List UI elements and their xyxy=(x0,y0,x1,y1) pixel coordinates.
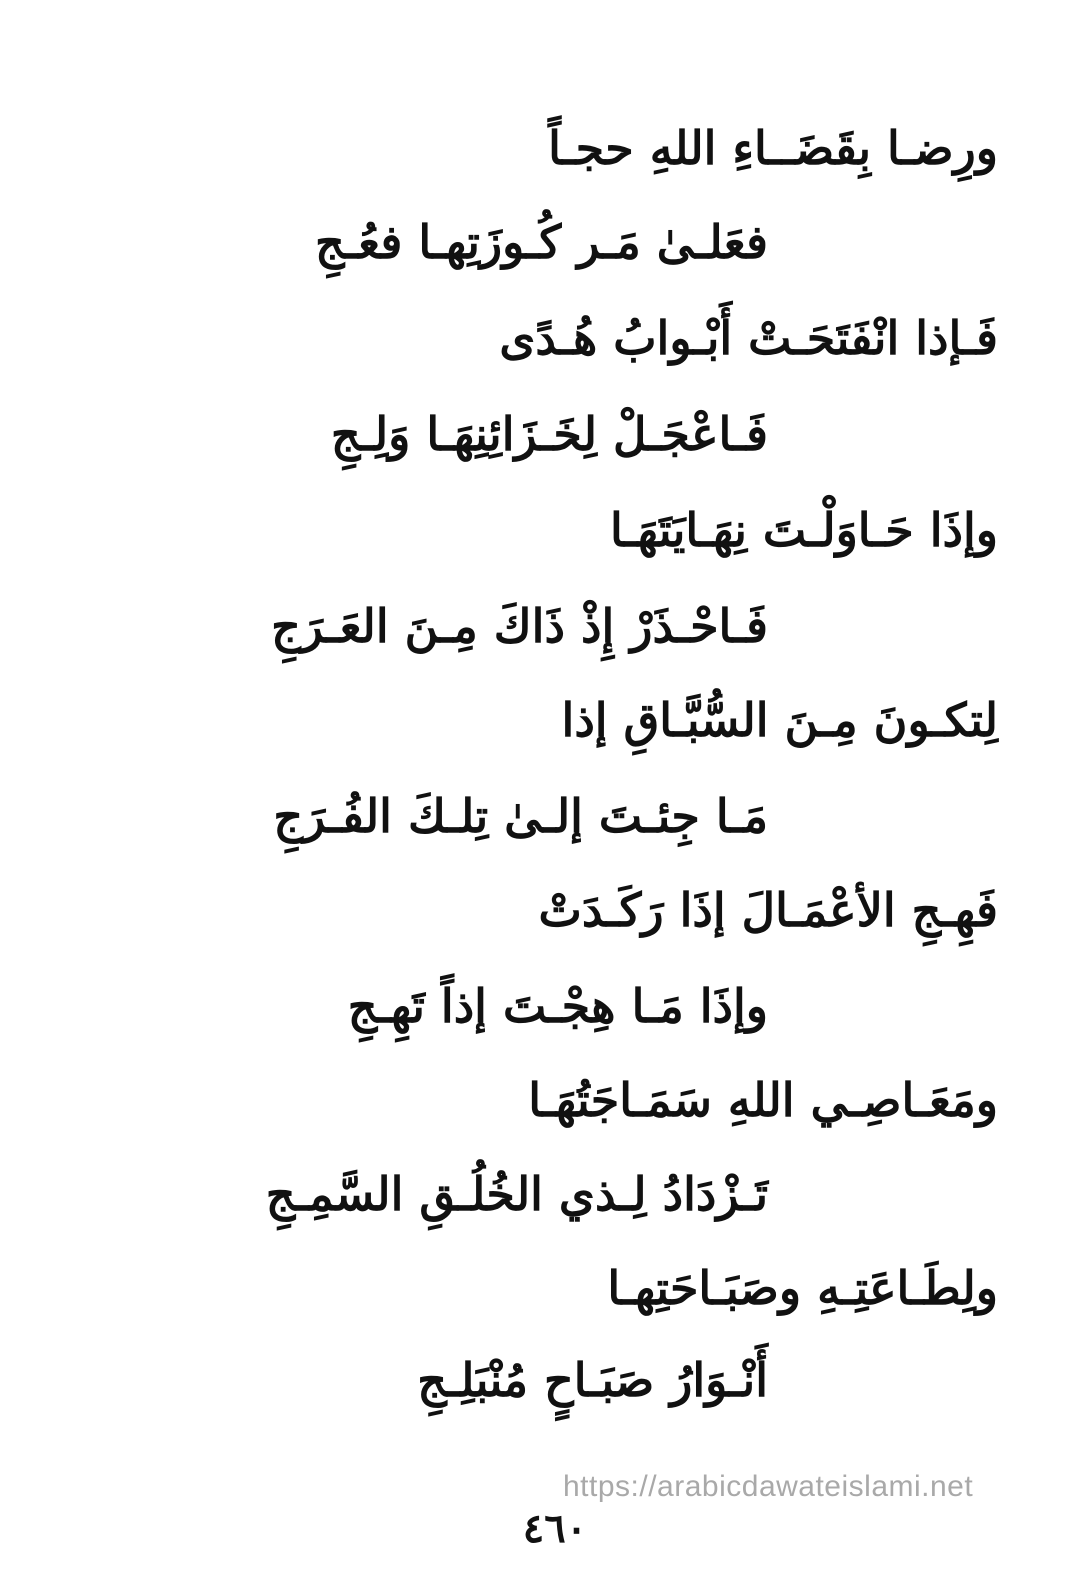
poem-line-4: فَـاعْجَـلْ لِخَـزَائِنِهَـا وَلِـجِ xyxy=(330,407,768,461)
poem-line-12: تَـزْدَادُ لِـذي الخُلُـقِ السَّمِـجِ xyxy=(265,1167,768,1221)
poem-line-5: وإذَا حَـاوَلْـتَ نِهَـايَتَهَـا xyxy=(610,503,998,557)
poem-line-3: فَـإذا انْفَتَحَـتْ أَبْـوابُ هُـدًى xyxy=(499,311,998,365)
poem-line-2: فعَلـىٰ مَـر كُـوزَتِهـا فعُـجِ xyxy=(315,215,768,269)
page-number: ٤٦٠ xyxy=(522,1505,588,1552)
poem-line-8: مَـا جِئـتَ إلـىٰ تِلـكَ الفُـرَجِ xyxy=(273,789,768,843)
poem-line-7: لِتكـونَ مِـنَ السُّبَّـاقِ إذا xyxy=(561,693,998,747)
poem-line-10: وإذَا مَـا هِجْـتَ إذاً تَهِـجِ xyxy=(347,979,768,1033)
poem-line-13: ولِطَـاعَتِـهِ وصَبَـاحَتِهـا xyxy=(607,1261,998,1315)
poem-line-1: ورِضـا بِقَضَــاءِ اللهِ حجـاً xyxy=(548,121,998,175)
watermark-url: https://arabicdawateislami.net xyxy=(563,1470,974,1503)
poem-line-9: فَهِـجِ الأعْمَـالَ إذَا رَكَـدَتْ xyxy=(538,883,998,937)
poem-line-11: ومَعَـاصِـي اللهِ سَمَـاجَتُهَـا xyxy=(528,1073,998,1127)
poem-line-14: أَنْـوَارُ صَبَـاحٍ مُنْبَلِـجِ xyxy=(417,1353,768,1407)
poem-line-6: فَـاحْـذَرْ إِذْ ذَاكَ مِـنَ العَـرَجِ xyxy=(271,599,768,653)
